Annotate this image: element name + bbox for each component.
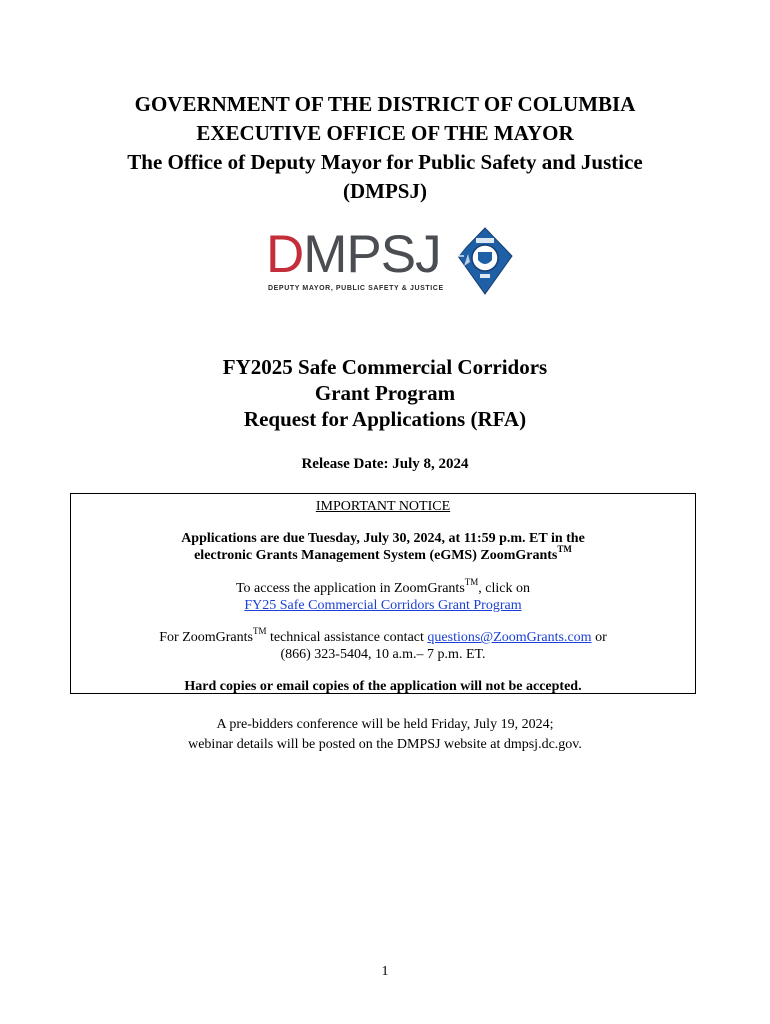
access-prefix: To access the application in ZoomGrants bbox=[235, 581, 465, 596]
logo-wordmark bbox=[266, 224, 462, 286]
trademark-mark: TM bbox=[557, 544, 572, 555]
dmpsj-logo bbox=[266, 224, 516, 296]
notice-access-line bbox=[71, 577, 695, 597]
program-link[interactable]: FY25 Safe Commercial Corridors Grant Program bbox=[244, 598, 522, 613]
email-link[interactable]: questions@ZoomGrants.com bbox=[427, 630, 592, 645]
notice-due-line-1: Applications are due Tuesday, July 30, 2024, at 11:59 p.m. ET in the bbox=[181, 531, 585, 546]
title-line-1: FY2025 Safe Commercial Corridors bbox=[222, 355, 548, 379]
notice-heading: IMPORTANT NOTICE bbox=[315, 499, 451, 514]
header-executive-office: EXECUTIVE OFFICE OF THE MAYOR bbox=[196, 121, 574, 145]
notice-help-phone: (866) 323-5404, 10 a.m.– 7 p.m. ET. bbox=[280, 647, 486, 662]
pre-bidders-info bbox=[0, 715, 770, 755]
release-date: Release Date: July 8, 2024 bbox=[301, 456, 469, 472]
rfa-title bbox=[0, 354, 770, 432]
pre-bidders-line-2: webinar details will be posted on the DMPSJ website at dmpsj.dc.gov. bbox=[188, 737, 582, 752]
due-line-2-text: electronic Grants Management System (eGMS) ZoomGrants bbox=[194, 548, 558, 563]
help-mid: technical assistance contact bbox=[266, 630, 428, 645]
access-suffix: , click on bbox=[478, 581, 530, 596]
help-prefix: For ZoomGrants bbox=[159, 630, 253, 645]
title-line-3: Request for Applications (RFA) bbox=[243, 407, 527, 431]
header-government: GOVERNMENT OF THE DISTRICT OF COLUMBIA bbox=[134, 92, 636, 116]
trademark-mark: TM bbox=[464, 577, 479, 588]
important-notice-box bbox=[70, 493, 696, 694]
notice-help-line bbox=[71, 626, 695, 646]
notice-hard-copies: Hard copies or email copies of the application will not be accepted. bbox=[184, 679, 582, 694]
notice-program-link-row bbox=[71, 597, 695, 614]
logo-letters-mpsj: MPSJ bbox=[303, 225, 441, 284]
header-office-name: The Office of Deputy Mayor for Public Safety and Justice bbox=[127, 150, 643, 174]
logo-letter-d: D bbox=[266, 225, 304, 284]
pre-bidders-line-1: A pre-bidders conference will be held Friday, July 19, 2024; bbox=[216, 717, 554, 732]
help-suffix: or bbox=[591, 630, 607, 645]
title-line-2: Grant Program bbox=[314, 381, 456, 405]
logo-tagline: DEPUTY MAYOR, PUBLIC SAFETY & JUSTICE bbox=[268, 285, 444, 292]
page-number: 1 bbox=[381, 964, 389, 979]
document-header bbox=[0, 90, 770, 206]
dc-map-shield-icon bbox=[456, 226, 514, 296]
notice-due-line-2 bbox=[71, 544, 695, 564]
trademark-mark: TM bbox=[252, 626, 267, 637]
header-acronym: (DMPSJ) bbox=[343, 179, 427, 203]
